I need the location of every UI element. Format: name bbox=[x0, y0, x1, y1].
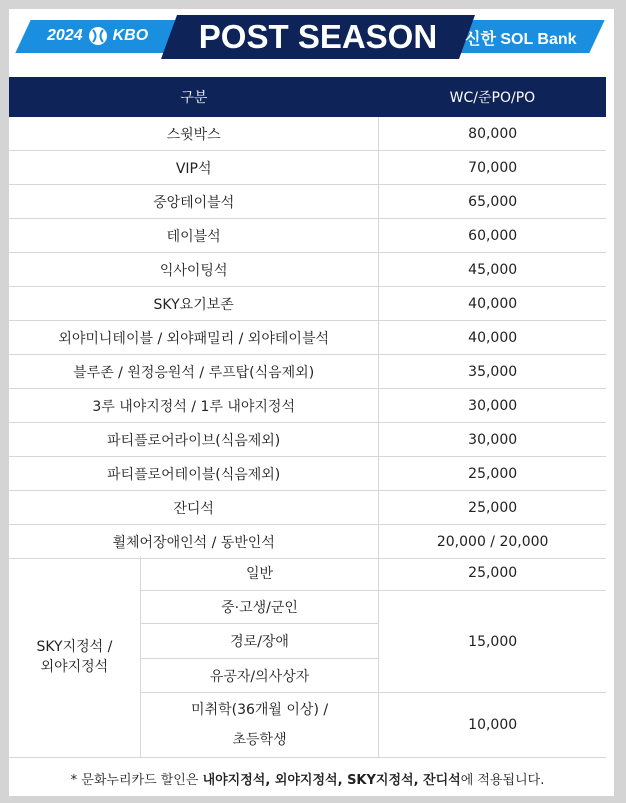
seat-name: 파티플로어라이브(식음제외) bbox=[9, 423, 379, 457]
seat-price: 35,000 bbox=[379, 355, 606, 389]
seat-name: 테이블석 bbox=[9, 219, 379, 253]
seat-name: 외야미니테이블 / 외야패밀리 / 외야테이블석 bbox=[9, 321, 379, 355]
table-row bbox=[9, 355, 606, 389]
seat-price: 25,000 bbox=[379, 491, 606, 525]
sky-child-line2: 초등학생 bbox=[232, 732, 287, 748]
table-row bbox=[9, 491, 606, 525]
note-prefix: * 문화누리카드 할인은 bbox=[70, 773, 203, 788]
table-row bbox=[9, 219, 606, 253]
banner-title: POST SEASON bbox=[198, 18, 438, 55]
sky-senior: 경로/장애 bbox=[140, 624, 379, 659]
seat-name: 스윗박스 bbox=[9, 117, 379, 151]
table-row bbox=[9, 185, 606, 219]
seat-name: 파티플로어테이블(식음제외) bbox=[9, 457, 379, 491]
seat-price: 30,000 bbox=[379, 423, 606, 457]
table-row bbox=[9, 287, 606, 321]
sky-group-label-line1: SKY지정석 / bbox=[36, 638, 113, 655]
sky-general-price: 25,000 bbox=[379, 556, 606, 591]
banner-league: KBO bbox=[112, 27, 149, 44]
kbo-ball-icon bbox=[88, 26, 108, 46]
table-row bbox=[9, 151, 606, 185]
table-row bbox=[9, 253, 606, 287]
seat-name: 휠체어장애인석 / 동반인석 bbox=[9, 525, 379, 559]
table-row bbox=[9, 556, 606, 591]
header-category: 구분 bbox=[9, 77, 379, 117]
discount-note bbox=[9, 769, 606, 788]
sky-group-label bbox=[9, 556, 140, 758]
seat-name: VIP석 bbox=[9, 151, 379, 185]
seat-name: 3루 내야지정석 / 1루 내야지정석 bbox=[9, 389, 379, 423]
sky-merit: 유공자/의사상자 bbox=[140, 659, 379, 693]
sky-seat-table bbox=[9, 556, 606, 758]
sky-group-label-line2: 외야지정석 bbox=[40, 658, 109, 675]
sky-child-line1: 미취학(36개월 이상) / bbox=[191, 702, 329, 718]
table-row bbox=[9, 525, 606, 559]
seat-price: 40,000 bbox=[379, 287, 606, 321]
table-header-row bbox=[9, 77, 606, 117]
banner-year: 2024 bbox=[47, 27, 83, 44]
sky-general: 일반 bbox=[140, 556, 379, 591]
seat-price: 65,000 bbox=[379, 185, 606, 219]
seat-price: 25,000 bbox=[379, 457, 606, 491]
seat-price: 40,000 bbox=[379, 321, 606, 355]
seat-price: 30,000 bbox=[379, 389, 606, 423]
table-row bbox=[9, 321, 606, 355]
header-price: WC/준PO/PO bbox=[379, 77, 606, 117]
seat-name: SKY요기보존 bbox=[9, 287, 379, 321]
sky-child-price: 10,000 bbox=[379, 693, 606, 758]
note-bold: 내야지정석, 외야지정석, SKY지정석, 잔디석 bbox=[202, 773, 461, 788]
table-row bbox=[9, 423, 606, 457]
note-suffix: 에 적용됩니다. bbox=[460, 773, 545, 788]
seat-name: 블루존 / 원정응원석 / 루프탑(식음제외) bbox=[9, 355, 379, 389]
seat-price: 20,000 / 20,000 bbox=[379, 525, 606, 559]
sky-child bbox=[140, 693, 379, 758]
price-table bbox=[9, 77, 606, 559]
seat-price: 60,000 bbox=[379, 219, 606, 253]
price-card bbox=[9, 9, 614, 796]
seat-name: 잔디석 bbox=[9, 491, 379, 525]
seat-name: 중앙테이블석 bbox=[9, 185, 379, 219]
seat-name: 익사이팅석 bbox=[9, 253, 379, 287]
sky-discount-price: 15,000 bbox=[379, 591, 606, 693]
postseason-banner bbox=[9, 9, 614, 81]
sponsor-logo: 신한 SOL Bank bbox=[465, 31, 577, 48]
table-row bbox=[9, 457, 606, 491]
seat-price: 45,000 bbox=[379, 253, 606, 287]
seat-price: 70,000 bbox=[379, 151, 606, 185]
seat-price: 80,000 bbox=[379, 117, 606, 151]
table-row bbox=[9, 117, 606, 151]
table-row bbox=[9, 389, 606, 423]
kbo-year-logo bbox=[47, 26, 148, 46]
sky-student: 중·고생/군인 bbox=[140, 591, 379, 624]
